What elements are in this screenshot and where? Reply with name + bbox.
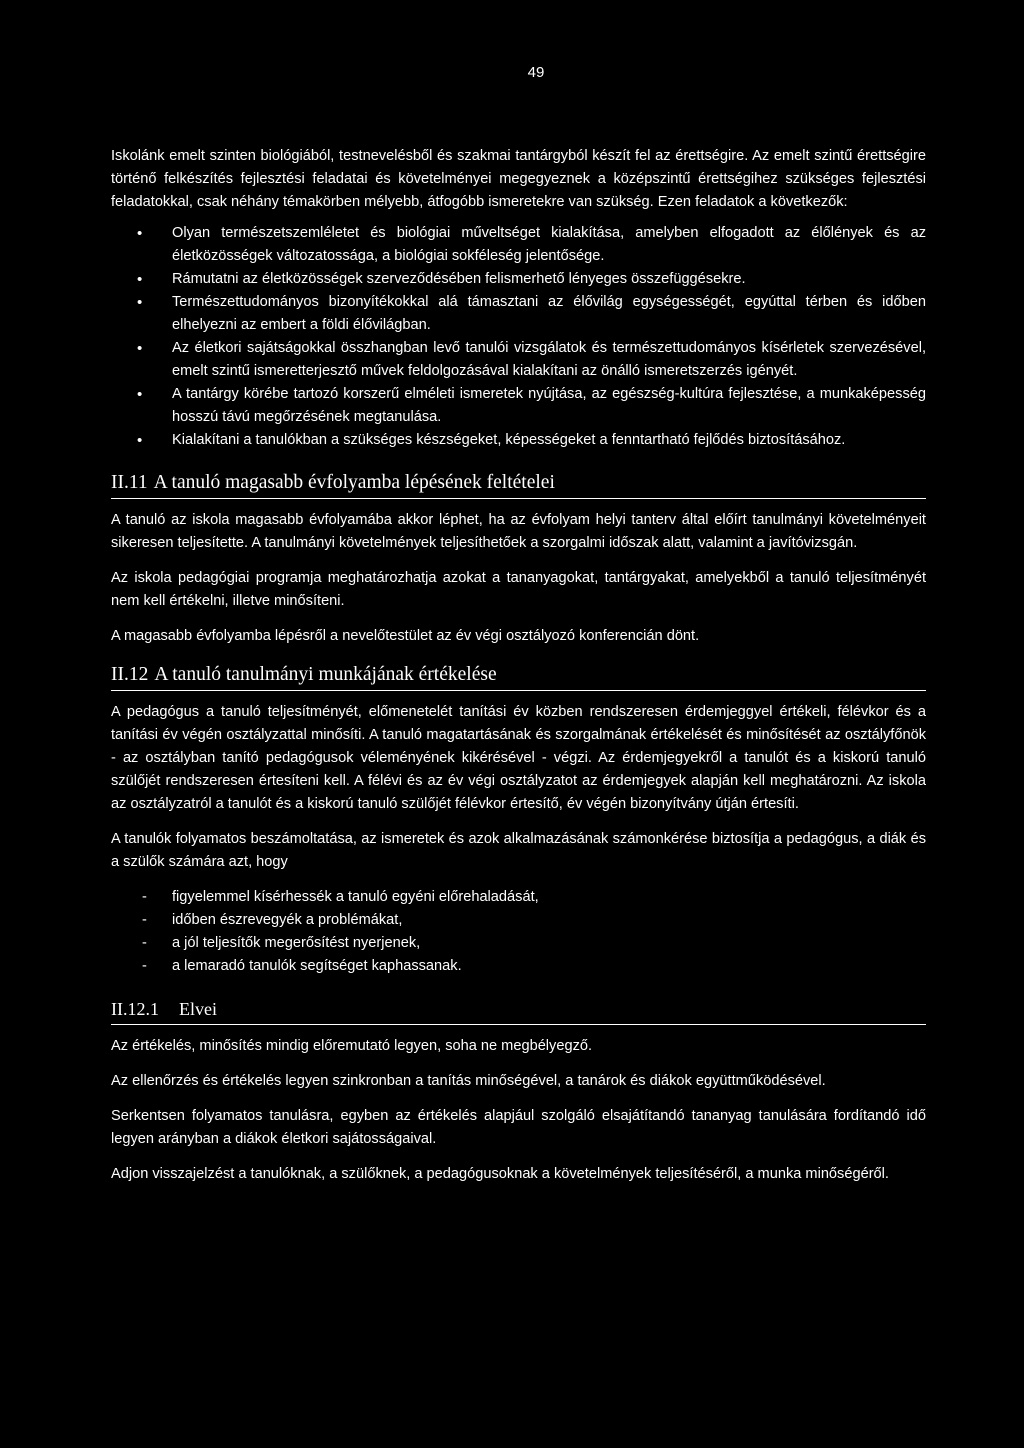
paragraph: Az iskola pedagógiai programja meghatározhatja azokat a tananyagokat, tantárgyakat, amelyekből a tanuló teljesítményét nem kell értékelni, illetve minősíteni. xyxy=(111,570,926,609)
section-number: II.12.1 xyxy=(111,999,159,1019)
page-number: 49 xyxy=(527,64,545,81)
paragraph: Az ellenőrzés és értékelés legyen szinkronban a tanítás minőségével, a tanárok és diákok együttműködésével. xyxy=(111,1073,826,1089)
section-title: A tanuló tanulmányi munkájának értékelése xyxy=(154,664,497,685)
list-item: - a jól teljesítők megerősítést nyerjenek, xyxy=(111,932,926,955)
list-item: • Természettudományos bizonyítékokkal alá támasztani az élővilág egységességét, egyúttal térben és időben elhelyezni az embert a földi élővilágban. xyxy=(111,291,926,337)
section-number: II.12 xyxy=(111,664,149,685)
goals-bullet-list xyxy=(111,222,926,452)
section-title: Elvei xyxy=(179,999,217,1019)
section-heading-II-12 xyxy=(111,662,926,691)
paragraph: Az értékelés, minősítés mindig előremutató legyen, soha ne megbélyegző. xyxy=(111,1038,593,1054)
section-heading-II-11 xyxy=(111,470,926,499)
paragraph: A tanulók folyamatos beszámoltatása, az ismeretek és azok alkalmazásának számonkérése biztosítja a pedagógus, a diák és a szülők számára azt, hogy xyxy=(111,831,926,870)
paragraph: A tanuló az iskola magasabb évfolyamába akkor léphet, ha az évfolyam helyi tanterv által előírt tanulmányi követelményeit sikeresen teljesítette. A tanulmányi követelmények teljesíthetőek a szorgalmi időszak alatt, valamint a javítóvizsgán. xyxy=(111,512,926,551)
page-content xyxy=(111,145,926,1198)
list-item: • Rámutatni az életközösségek szerveződésében felismerhető lényeges összefüggésekre. xyxy=(111,268,926,291)
list-item: - figyelemmel kísérhessék a tanuló egyéni előrehaladását, xyxy=(111,886,926,909)
section-heading-II-12-1 xyxy=(111,996,926,1025)
section-title: A tanuló magasabb évfolyamba lépésének feltételei xyxy=(153,472,555,493)
list-item: - időben észrevegyék a problémákat, xyxy=(111,909,926,932)
section-number: II.11 xyxy=(111,472,148,493)
paragraph: A magasabb évfolyamba lépésről a nevelőtestület az év végi osztályozó konferencián dönt. xyxy=(111,628,700,644)
intro-paragraph: Iskolánk emelt szinten biológiából, testnevelésből és szakmai tantárgyból készít fel az érettségire. Az emelt szintű érettségire történő felkészítés fejlesztési feladatai és követelményei megegyeznek a középszintű érettségihez szükséges fejlesztési feladatokkal, csak néhány témakörben mélyebb, átfogóbb ismeretekre van szükség. Ezen feladatok a következők: xyxy=(111,148,926,210)
assessment-dash-list xyxy=(111,886,926,978)
list-item: • Olyan természetszemléletet és biológiai műveltséget kialakítása, amelyben elfogadott az élőlények és az életközösségek változatossága, a biológiai sokféleség jelentősége. xyxy=(111,222,926,268)
list-item: - a lemaradó tanulók segítséget kaphassanak. xyxy=(111,955,926,978)
list-item: • A tantárgy körébe tartozó korszerű elméleti ismeretek nyújtása, az egészség-kultúra fejlesztése, a munkaképesség hosszú távú megőrzésének megtanulása. xyxy=(111,383,926,429)
paragraph: A pedagógus a tanuló teljesítményét, előmenetelét tanítási év közben rendszeresen érdemjeggyel értékeli, félévkor és a tanítási év végén osztályzattal minősíti. A tanuló magatartásának és szorgalmának értékelését és minősítését az osztályfőnök - az osztályban tanító pedagógusok véleményének kikérésével - végzi. Az érdemjegyekről a tanulót és a kiskorú tanuló szülőjét rendszeresen értesíteni kell. A félévi és az év végi osztályzatot az érdemjegyek alapján kell meghatározni. Az iskola az osztályzatról a tanulót és a kiskorú tanuló szülőjét félévkor értesítő, év végén bizonyítvány útján értesíti. xyxy=(111,704,926,812)
list-item: • Kialakítani a tanulókban a szükséges készségeket, képességeket a fenntartható fejlődés biztosításához. xyxy=(111,429,926,452)
paragraph: Serkentsen folyamatos tanulásra, egyben az értékelés alapjául szolgáló elsajátítandó tananyag tanulására fordítandó idő legyen arányban a diákok életkori sajátosságaival. xyxy=(111,1108,926,1147)
paragraph: Adjon visszajelzést a tanulóknak, a szülőknek, a pedagógusoknak a követelmények teljesítéséről, a munka minőségéről. xyxy=(111,1166,889,1182)
list-item: • Az életkori sajátságokkal összhangban levő tanulói vizsgálatok és természettudományos kísérletek szervezésével, emelt szintű ismeretterjesztő művek feldolgozásával kialakítani az önálló ismeretszerzés igényét. xyxy=(111,337,926,383)
